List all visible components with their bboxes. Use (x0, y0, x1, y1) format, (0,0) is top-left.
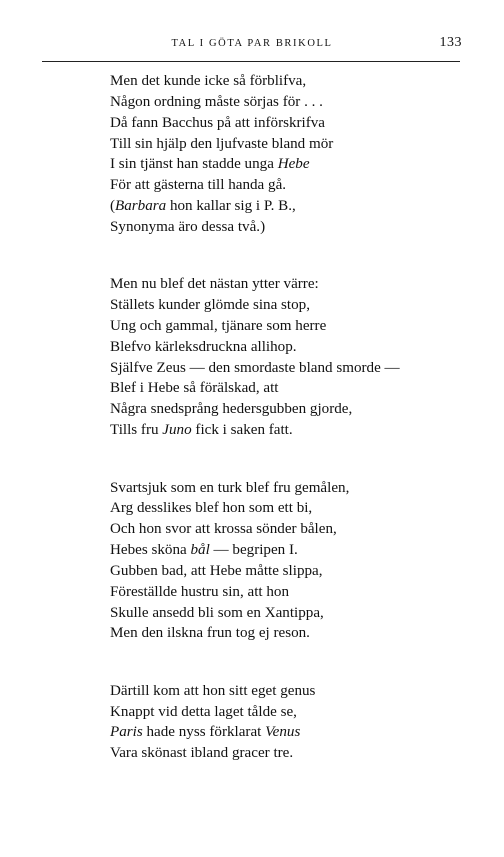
text-segment: Men den ilskna frun tog ej reson. (110, 625, 310, 642)
verse-line (110, 175, 500, 196)
verse-line (110, 337, 500, 358)
verse-line (110, 113, 500, 134)
text-segment: hon kallar sig i P. B., (166, 198, 296, 215)
text-segment: Då fann Bacchus på att införskrifva (110, 114, 326, 131)
italic-text: bål (190, 542, 210, 559)
verse-line (110, 681, 500, 702)
running-head: TAL I GÖTA PAR BRIKOLL (171, 38, 333, 49)
text-segment: fick i saken fatt. (191, 422, 293, 439)
verse-line (110, 274, 500, 295)
text-segment: Svartsjuk som en turk blef fru gemålen, (110, 479, 350, 496)
verse-line (110, 358, 500, 379)
text-segment: Och hon svor att krossa sönder bålen, (110, 521, 337, 538)
italic-text: Hebe (277, 156, 310, 173)
text-segment: Men nu blef det nästan ytter värre: (110, 276, 319, 293)
verse-line (110, 702, 500, 723)
italic-text: Juno (162, 422, 192, 439)
italic-text: Barbara (115, 198, 167, 215)
verse-line (110, 295, 500, 316)
text-segment: Knappt vid detta laget tålde se, (110, 703, 297, 720)
text-segment: Tills fru (110, 422, 163, 439)
text-segment: Föreställde hustru sin, att hon (110, 583, 290, 600)
verse-line (110, 519, 500, 540)
text-segment: För att gästerna till handa gå. (110, 177, 287, 194)
text-segment: Några snedsprång hedersgubben gjorde, (110, 401, 353, 418)
text-segment: Ställets kunder glömde sina stop, (110, 297, 310, 314)
verse-line (110, 623, 500, 644)
stanza (110, 478, 500, 645)
verse-line (110, 603, 500, 624)
text-segment: I sin tjänst han stadde unga (110, 156, 278, 173)
verse-line (110, 92, 500, 113)
text-segment: — begripen I. (209, 542, 298, 559)
text-segment: Hebes sköna (110, 542, 191, 559)
stanza (110, 274, 500, 441)
text-segment: Arg desslikes blef hon som ett bi, (110, 500, 313, 517)
stanza (110, 681, 500, 764)
text-segment: Blef i Hebe så förälskad, att (110, 380, 279, 397)
text-segment: Ung och gammal, tjänare som herre (110, 317, 327, 334)
text-segment: Men det kunde icke så förblifva, (110, 73, 307, 89)
verse-line (110, 743, 500, 764)
poem-body (110, 71, 500, 801)
text-segment: Synonyma äro dessa två.) (110, 218, 266, 235)
verse-line (110, 154, 500, 175)
text-segment: Själfve Zeus — den smordaste bland smorde — (110, 359, 400, 376)
text-segment: Därtill kom att hon sitt eget genus (110, 682, 316, 699)
verse-line (110, 722, 500, 743)
text-segment: Skulle ansedd bli som en Xantippa, (110, 604, 324, 621)
verse-line (110, 378, 500, 399)
verse-line (110, 399, 500, 420)
verse-line (110, 420, 500, 441)
text-segment: Vara skönast ibland gracer tre. (110, 745, 294, 762)
verse-line (110, 134, 500, 155)
text-segment: Gubben bad, att Hebe måtte slippa, (110, 562, 323, 579)
stanza (110, 71, 500, 238)
verse-line (110, 217, 500, 238)
verse-line (110, 478, 500, 499)
verse-line (110, 498, 500, 519)
text-segment: ( (110, 198, 116, 215)
verse-line (110, 196, 500, 217)
italic-text: Paris (110, 724, 143, 741)
italic-text: Venus (265, 724, 301, 741)
header-rule (42, 61, 460, 62)
text-segment: Någon ordning måste sörjas för . . . (110, 93, 323, 110)
text-segment: Till sin hjälp den ljufvaste bland mör (110, 135, 334, 152)
text-segment: Blefvo kärleksdruckna allihop. (110, 338, 297, 355)
verse-line (110, 71, 500, 92)
text-segment: hade nyss förklarat (142, 724, 266, 741)
page-number: 133 (439, 35, 462, 50)
verse-line (110, 540, 500, 561)
verse-line (110, 316, 500, 337)
verse-line (110, 561, 500, 582)
page-header (42, 34, 462, 62)
verse-line (110, 582, 500, 603)
